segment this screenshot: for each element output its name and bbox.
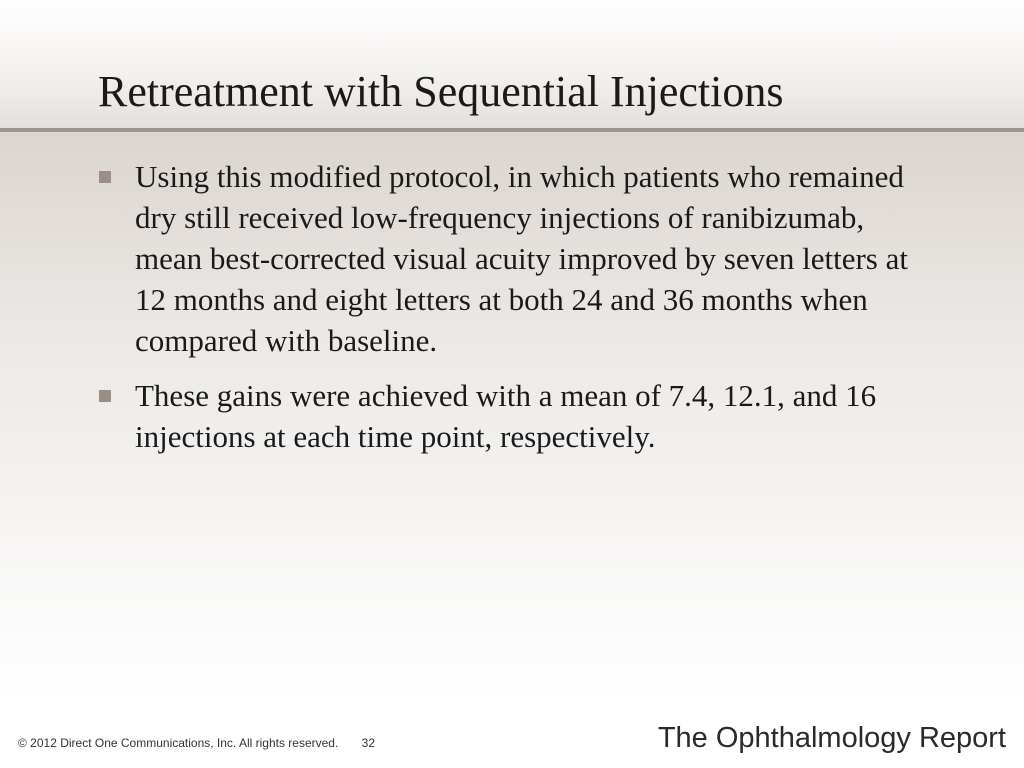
bullet-list bbox=[98, 156, 928, 471]
title-divider bbox=[0, 128, 1024, 132]
square-bullet-icon bbox=[99, 171, 111, 183]
copyright-text: © 2012 Direct One Communications, Inc. All rights reserved. bbox=[18, 736, 339, 750]
bullet-item bbox=[98, 156, 928, 361]
brand-logo: The Ophthalmology Report bbox=[657, 722, 1006, 754]
square-bullet-icon bbox=[99, 390, 111, 402]
bullet-text: Using this modified protocol, in which patients who remained dry still received low-frequency injections of ranibizumab, mean best-corrected visual acuity improved by seven letters at 12 months and eight letters at both 24 and 36 months when compared with baseline. bbox=[135, 159, 908, 358]
footer bbox=[18, 736, 375, 750]
page-number: 32 bbox=[361, 736, 376, 750]
slide-title: Retreatment with Sequential Injections bbox=[98, 67, 784, 116]
bullet-text: These gains were achieved with a mean of 7.4, 12.1, and 16 injections at each time point, respectively. bbox=[135, 378, 877, 454]
bullet-item bbox=[98, 375, 928, 457]
